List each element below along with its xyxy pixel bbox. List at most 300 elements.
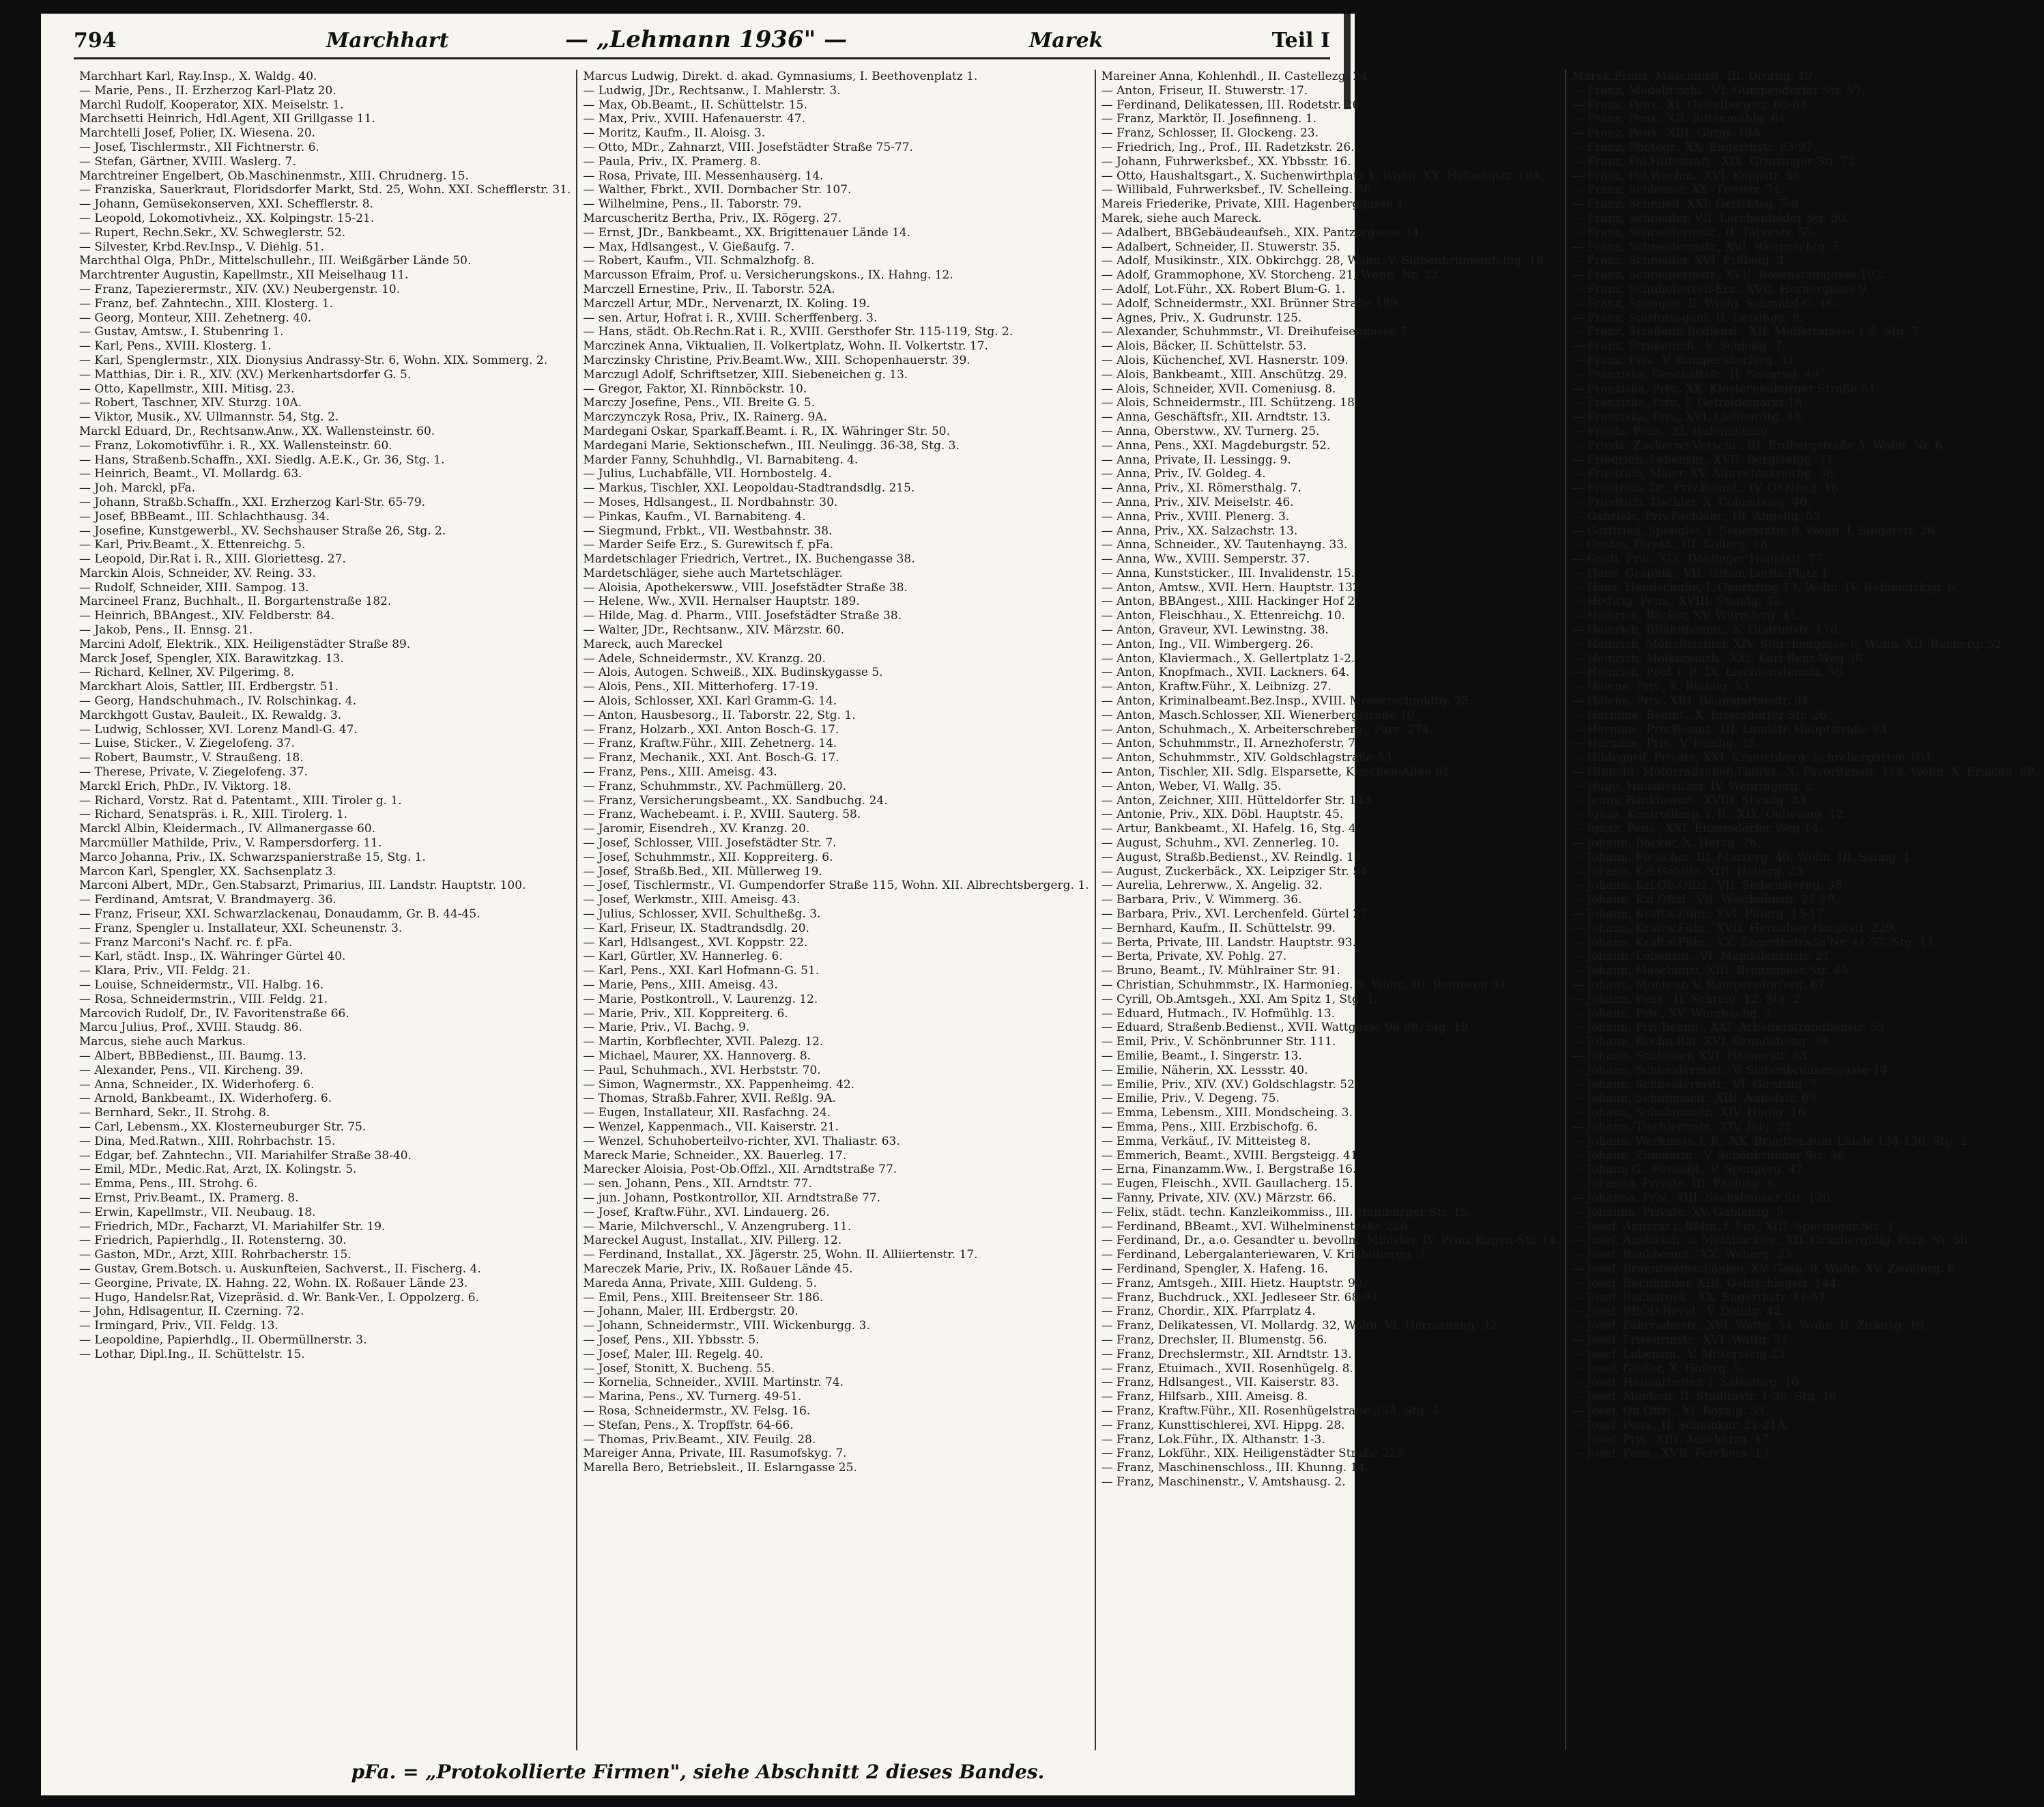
directory-entry: — Karl, Pens., XXI. Karl Hofmann-G. 51. [583, 964, 820, 978]
directory-entry: — Emma, Pens., XIII. Erzbischofg. 6. [1101, 1120, 1318, 1134]
footer-note: pFa. = „Protokollierte Firmen", siehe Abschnitt 2 dieses Bandes. [351, 1761, 1045, 1783]
directory-entry: Marckin Alois, Schneider, XV. Reing. 33. [79, 566, 316, 580]
directory-entry: — Anna, Priv., XX. Salzachstr. 13. [1101, 524, 1298, 538]
directory-entry: — Johann, Schneidermstr., V. Siebenbrunnengasse 14. [1572, 1063, 1892, 1077]
directory-entry: — Johann, Maschinist, XIII. Breitenseer Str. 45. [1572, 964, 1852, 978]
directory-entry: — Adele, Schneidermstr., XV. Kranzg. 20. [583, 651, 826, 666]
directory-entry: — Johann, Schuhmach., XIII. Auhofstr. 69. [1572, 1092, 1820, 1106]
directory-entry: — Franz, Photogr., XX. Engerthstr. 83-97. [1572, 140, 1817, 154]
directory-entry: — Robert, Kaufm., VII. Schmalzhofg. 8. [583, 254, 815, 268]
directory-entry: — Aurelia, Lehrerww., X. Angelig. 32. [1101, 879, 1323, 893]
directory-entry: — Robert, Baumstr., V. Straußeng. 18. [79, 751, 304, 765]
directory-entry: — Adolf, Lot.Führ., XX. Robert Blum-G. 1. [1101, 282, 1346, 296]
directory-entry: — Johanna, Private, III. Paulusg. 6. [1572, 1177, 1778, 1191]
directory-entry: — Ferdinand, Spengler, X. Hafeng. 16. [1101, 1262, 1328, 1276]
directory-entry: — Anton, Kraftw.Führ., X. Leibnizg. 27. [1101, 680, 1332, 694]
directory-entry: — Anna, Pens., XXI. Magdeburgstr. 52. [1101, 438, 1331, 453]
directory-entry: — Franz, Etuimach., XVII. Rosenhügelg. 8. [1101, 1361, 1353, 1376]
directory-entry: Marcus, siehe auch Markus. [79, 1035, 246, 1049]
directory-entry: — Johann, Schneidermstr., VIII. Wickenburgg. 3. [583, 1319, 870, 1333]
directory-entry: — Stefan, Gärtner, XVIII. Waslerg. 7. [79, 154, 296, 169]
directory-entry: — Ferdinand, Amtsrat, V. Brandmayerg. 36. [79, 893, 336, 907]
directory-entry: — Ferdinand, Installat., XX. Jägerstr. 25, Wohn. II. Alliiertenstr. 17. [583, 1248, 978, 1262]
directory-entry: — Anna, Priv., XI. Römersthalg. 7. [1101, 481, 1301, 496]
directory-entry: — Hildegard, Private, XXI. Kranichberg. Schrebergarten 184. [1572, 751, 1935, 765]
directory-entry: — Anna, Schneider., IX. Widerhoferg. 6. [79, 1077, 315, 1092]
directory-entry: — Franz, Hilfsarb., XIII. Ameisg. 8. [1101, 1390, 1308, 1404]
directory-entry: — Franziska, Priv., XX. Klosterneuburger Straße 51. [1572, 382, 1880, 396]
directory-entry: — Erwin, Kapellmstr., VII. Neubaug. 18. [79, 1205, 316, 1219]
directory-entry: — Ernst, JDr., Bankbeamt., XX. Brigittenauer Lände 14. [583, 225, 911, 240]
directory-entry: — Marie, Postkontroll., V. Laurenzg. 12. [583, 992, 818, 1006]
directory-entry: — Josef, BBÖD.Revid., V. Diehlg. 42. [1572, 1305, 1785, 1319]
directory-entry: — Jenny, Bankbeamt., XVIII. Staudg. 33. [1572, 793, 1810, 808]
directory-entry: — Ludwig, Schlosser, XVI. Lorenz Mandl-G. 47. [79, 722, 358, 737]
directory-entry: — Hans, städt. Ob.Rechn.Rat i. R., XVIII. Gersthofer Str. 115-119, Stg. 2. [583, 325, 1013, 339]
directory-page [41, 14, 2039, 1795]
directory-entry: — Franz, Schneidermstr., XVI. Wenprechtg. 5. [1572, 240, 1844, 254]
directory-entry: — Wenzel, Kappenmach., VII. Kaiserstr. 21. [583, 1120, 839, 1134]
directory-entry: — Eduard, Hutmach., IV. Hofmühlg. 13. [1101, 1006, 1336, 1021]
last-entry-name: Marek [1029, 29, 1104, 53]
directory-entry: — Johann, Fuhrwerksbef., XX. Ybbsstr. 16. [1101, 154, 1351, 169]
directory-entry: — Josef, Maler, III. Regelg. 40. [583, 1347, 764, 1361]
column-3 [1096, 70, 1567, 1750]
directory-entry: — Franziska, Priv., I. Getreidemarkt 18. [1572, 396, 1807, 410]
directory-entry: — Alois, Autogen. Schweiß., XIX. Budinskygasse 5. [583, 666, 883, 680]
directory-entry: — Barbara, Priv., V. Wimmerg. 36. [1101, 893, 1302, 907]
directory-entry: — Hilde, Mag. d. Pharm., VIII. Josefstädter Straße 38. [583, 609, 902, 623]
directory-entry: — Josef, Pens., XVII. Ferchers. 13. [1572, 1447, 1773, 1461]
directory-entry: — Franz, Schlosser, XX. Treustr. 74. [1572, 183, 1784, 197]
directory-entry: — Franz, Pens., XII. Rotenmühlg. 61. [1572, 112, 1790, 126]
directory-entry: — Franziska, Priv., XVI. Liebhardtg. 16. [1572, 410, 1805, 425]
directory-entry: — Heinrich, BBAngest., XIV. Feldberstr. 84. [79, 609, 335, 623]
directory-entry: — Richard, Vorstz. Rat d. Patentamt., XIII. Tiroler g. 1. [79, 793, 402, 808]
directory-entry: — Franz, Drechslermstr., XII. Arndtstr. 13. [1101, 1347, 1352, 1361]
directory-entry: — Johann, Gemüsekonserven, XXI. Schefflerstr. 8. [79, 197, 374, 212]
directory-entry: — Karl, Hdlsangest., XVI. Koppstr. 22. [583, 935, 808, 950]
directory-entry: — Walther, Fbrkt., XVII. Dornbacher Str. 107. [583, 183, 852, 197]
directory-entry: — Adalbert, Schneider, II. Stuwerstr. 35. [1101, 240, 1341, 254]
directory-entry: — Johann, Kraftw.Führ., XVI. Pillerg. 15-17. [1572, 907, 1828, 922]
directory-entry: — Josefine, Kunstgewerbl., XV. Sechshauser Straße 26, Stg. 2. [79, 524, 446, 538]
directory-entry: — Johann, Priv.Beamt., XXI. Arbeiterstrandbadstr. 53. [1572, 1021, 1888, 1035]
directory-entry: — Luise, Sticker., V. Ziegelofeng. 37. [79, 737, 296, 751]
directory-entry: — Rosa, Schneidermstr., XV. Felsg. 16. [583, 1404, 811, 1418]
directory-entry: — Josef, Werkmstr., XIII. Ameisg. 43. [583, 893, 801, 907]
directory-entry: — Max, Ob.Beamt., II. Schüttelstr. 15. [583, 98, 807, 112]
directory-entry: — Martin, Korbflechter, XVII. Palezg. 12. [583, 1035, 824, 1049]
directory-entry: — Johann, Straßb.Schaffn., XXI. Erzherzog Karl-Str. 65-79. [79, 495, 426, 509]
directory-entry: Marek Franz, Maschinist, III. Drorng. 19. [1572, 70, 1817, 83]
directory-entry: Marczell Ernestine, Priv., II. Taborstr. 52A. [583, 282, 835, 296]
directory-entry: — Friedrich, Maler, XV. Albrechtskreithg. 38. [1572, 467, 1838, 481]
directory-entry: — Christian, Schuhmmstr., IX. Harmonieg. 9, Wohn. III. Rennweg 94. [1101, 978, 1510, 992]
directory-entry: — Franz, Hdlsangest., VII. Kaiserstr. 83. [1101, 1376, 1339, 1390]
directory-entry: — Johann, Schuhmmstr., XIV. Huglg. 16. [1572, 1106, 1809, 1120]
directory-entry: — Berta, Private, XV. Pohlg. 27. [1101, 950, 1287, 964]
directory-entry: — Friedrich, Ing., Prof., III. Radetzkstr. 26. [1101, 140, 1355, 154]
directory-entry: — Otto, MDr., Zahnarzt, VIII. Josefstädter Straße 75-77. [583, 140, 913, 154]
directory-entry: Marek, siehe auch Mareck. [1101, 211, 1262, 225]
directory-entry: Mareda Anna, Private, XIII. Guldeng. 5. [583, 1276, 817, 1290]
directory-entry: Marckl Eduard, Dr., Rechtsanw.Anw., XX. Wallensteinstr. 60. [79, 424, 435, 438]
directory-entry: — Franz, Spengler, II. Wolfg. Schmälzl-G. 16. [1572, 296, 1838, 311]
directory-entry: Mardegani Marie, Sektionschefwn., III. Neulingg. 36-38, Stg. 3. [583, 438, 960, 453]
directory-entry: Marecker Aloisia, Post-Ob.Offzl., XII. Arndtstraße 77. [583, 1163, 897, 1177]
directory-entry: — jun. Johann, Postkontrollor, XII. Arndtstraße 77. [583, 1191, 881, 1205]
directory-entry: — Anna, Priv., XIV. Meiselstr. 46. [1101, 495, 1294, 509]
directory-entry: — Josef, Lebensm., V. Mittersteig 23. [1572, 1347, 1789, 1361]
directory-entry: — sen. Artur, Hofrat i. R., XVIII. Scherffenberg. 3. [583, 311, 878, 325]
directory-entry: — Berta, Private, III. Landstr. Hauptstr. 93. [1101, 935, 1356, 950]
directory-entry: — Anna, Oberstww., XV. Turnerg. 25. [1101, 424, 1320, 438]
directory-entry: — Johann, Kraftw.Führ., XX. Engerthstraße Nr. 41-57, Stg. 11. [1572, 935, 1938, 950]
directory-entry: — Marie, Milchverschl., V. Anzengruberg. 11. [583, 1219, 852, 1234]
directory-entry: — Ignaz, Pens., XXI. Enzersdorfer Weg 14. [1572, 822, 1823, 836]
directory-entry: — Gustav, Grem.Botsch. u. Auskunfteien, Sachverst., II. Fischerg. 4. [79, 1262, 481, 1276]
directory-entry: — Hermine, Priv., V. Fendig. 35. [1572, 737, 1759, 751]
directory-entry: — Aloisia, Apothekersww., VIII. Josefstädter Straße 38. [583, 580, 908, 595]
directory-entry: — Simon, Wagnermstr., XX. Pappenheimg. 42. [583, 1077, 855, 1092]
directory-entry: — Artur, Bankbeamt., XI. Hafelg. 16, Stg. 4. [1101, 822, 1360, 836]
directory-entry: — Franziska, Geschäftsfr., II. Novarag. 49. [1572, 367, 1823, 382]
directory-entry: Marchtreiner Engelbert, Ob.Maschinenmstr., XIII. Chrudnerg. 15. [79, 169, 469, 183]
directory-entry: — Anna, Private, II. Lessingg. 9. [1101, 453, 1291, 467]
directory-entry: — Karl, Gürtler, XV. Hannerleg. 6. [583, 950, 783, 964]
column-1 [74, 70, 577, 1750]
directory-entry: — Alois, Schneidermstr., III. Schützeng. 18. [1101, 396, 1359, 410]
directory-entry: Marcus Ludwig, Direkt. d. akad. Gymnasiums, I. Beethovenplatz 1. [583, 70, 978, 83]
directory-entry: — Franz, Kraftw.Führ., XIII. Zehetnerg. 14. [583, 737, 837, 751]
directory-entry: — Franz, Wachebeamt. i. P., XVIII. Sauterg. 58. [583, 808, 861, 822]
directory-entry: — Emma, Lebensm., XIII. Mondscheing. 3. [1101, 1106, 1353, 1120]
directory-entry: Marczinek Anna, Viktualien, II. Volkertplatz, Wohn. II. Volkertstr. 17. [583, 339, 988, 354]
directory-entry: — Anton, Schuhmach., X. Arbeiterschreberg., Parz. 274. [1101, 722, 1433, 737]
directory-entry: — Pinkas, Kaufm., VI. Barnabiteng. 4. [583, 509, 806, 524]
directory-entry: — Karl, städt. Insp., IX. Währinger Gürtel 40. [79, 950, 346, 964]
directory-entry: — Richard, Kellner, XV. Pilgerimg. 8. [79, 666, 295, 680]
directory-entry: — Ernst, Priv.Beamt., IX. Pramerg. 8. [79, 1191, 299, 1205]
directory-entry: — Franz, Maschinenstr., V. Amtshausg. 2. [1101, 1475, 1346, 1489]
directory-entry: — Friedrich, MDr., Facharzt, VI. Mariahilfer Str. 19. [79, 1219, 386, 1234]
directory-entry: — Franz, Pens., XI. Geiselbergstr. 60-64. [1572, 98, 1811, 112]
directory-entry: — Josef, Pens., II. Scheinkar. 21-21A. [1572, 1418, 1789, 1432]
directory-entry: — Eugen, Installateur, XII. Rasfachng. 24. [583, 1106, 831, 1120]
directory-entry: — Eduard, Straßenb.Bedienst., XVII. Wattgasse 96-98, Stg. 19. [1101, 1021, 1472, 1035]
directory-entry: — Anton, Tischler, XII. Sdlg. Elsparsette, Kirschen-Allee 61. [1101, 765, 1454, 780]
directory-entry: — Josef, Stonitt, X. Bucheng. 55. [583, 1361, 775, 1376]
directory-entry: — Heinrich, Beamt., VI. Mollardg. 63. [79, 467, 302, 481]
directory-entry: — Rosa, Schneidermstrin., VIII. Feldg. 21. [79, 992, 328, 1006]
directory-entry: — Franz, Chordir., XIX. Pfarrplatz 4. [1101, 1305, 1316, 1319]
part-label: Teil I [1271, 29, 1330, 53]
directory-entry: — Franz Marconi's Nachf. rc. f. pFa. [79, 935, 293, 950]
directory-entry: — Franz, Schneidermstr., XVII. Rosensteingasse 102. [1572, 268, 1886, 283]
directory-entry: — Gustav, Amtsw., I. Stubenring 1. [79, 325, 284, 339]
directory-entry: — Franz, Spengler u. Installateur, XXI. Scheunenstr. 3. [79, 921, 403, 935]
directory-entry: — Josef, Pens., XII. Ybbsstr. 5. [583, 1333, 760, 1347]
directory-entry: — Rosa, Private, III. Messenhauserg. 14. [583, 169, 824, 183]
directory-entry: — Josef, Buchbinder, XIII. Goldschlagstr. 144. [1572, 1276, 1841, 1290]
directory-entry: — Karl, Priv.Beamt., X. Ettenreichg. 5. [79, 538, 306, 552]
directory-entry: — Joh. Marckl, pFa. [79, 481, 196, 496]
directory-entry: — John, Hdlsagentur, II. Czerning. 72. [79, 1305, 304, 1319]
directory-entry: — Franz, Spiritusagent, II. Lessingg. 9. [1572, 311, 1804, 325]
directory-entry: — Johann, Kzl.Ob.Offzl., VII. Siebensterng. 38. [1572, 879, 1846, 893]
directory-entry: — Johann, Priv., XV. Wurzbachg. 2. [1572, 1006, 1776, 1021]
directory-entry: Marckl Albin, Kleidermach., IV. Allmanergasse 60. [79, 822, 376, 836]
directory-entry: — Johann, Pens., II. Schreig. 12, Stg. 2. [1572, 992, 1804, 1006]
directory-entry: — Viktor, Musik., XV. Ullmannstr. 54, Stg. 2. [79, 410, 339, 425]
directory-entry: — Franz, Straßenb.Bedienst., XII. Malfattigasse 1-5, Stg. 7. [1572, 325, 1923, 339]
directory-entry: — Anna, Ww., XVIII. Semperstr. 37. [1101, 552, 1310, 567]
directory-entry: — August, Zuckerbäck., XX. Leipziger Str. 54. [1101, 864, 1372, 879]
directory-entry: Mareiger Anna, Private, III. Rasumofskyg. 7. [583, 1447, 847, 1461]
directory-entry: — Friedrich, Lebensm., XVII. Bergsteigg. 41. [1572, 453, 1837, 467]
directory-entry: — Edgar, bef. Zahntechn., VII. Mariahilfer Straße 38-40. [79, 1148, 412, 1163]
directory-entry: — Franz, Pol.Hilfsstraft., XIX. Grinzinger Str. 72. [1572, 154, 1860, 169]
directory-entry: — Heinrich, Möbeltischler, XIV. Storchengasse 6, Wohn. XII. Ruckerg. 52. [1572, 637, 2006, 651]
directory-entry: — Adolf, Grammophone, XV. Storcheng. 21, Wohn. Nr. 22. [1101, 268, 1442, 283]
directory-entry: — Hedwig, Pens., XVIII. Staudg. 33. [1572, 595, 1785, 609]
directory-entry: — Alexander, Schuhmmstr., VI. Dreihufeisengasse 7. [1101, 325, 1411, 339]
directory-entry: — Thomas, Straßb.Fahrer, XVII. Reßlg. 9A. [583, 1092, 836, 1106]
directory-entry: — Franz, Schlosser, II. Glockeng. 23. [1101, 126, 1319, 141]
directory-entry: — Fanny, Private, XIV. (XV.) Märzstr. 66. [1101, 1191, 1336, 1205]
directory-entry: — Gregor, Faktor, XI. Rinnböckstr. 10. [583, 382, 807, 396]
directory-entry: — Franz, Amtsgeh., XIII. Hietz. Hauptstr. 93. [1101, 1276, 1367, 1290]
directory-entry: — Anton, Friseur, II. Stuwerstr. 17. [1101, 83, 1308, 98]
directory-entry: Marcovich Rudolf, Dr., IV. Favoritenstraße 66. [79, 1006, 349, 1021]
directory-entry: — Anton, Graveur, XVI. Lewinstng. 38. [1101, 623, 1329, 638]
directory-entry: — Erna, Finanzamm.Ww., I. Bergstraße 16. [1101, 1163, 1357, 1177]
directory-entry: — Hippolit, Motorradzubeh.Fabrkt., X. Favoritenstr. 114, Wohn. X. Erlachg. 89. [1572, 765, 2039, 780]
directory-entry: — Louise, Schneidermstr., VII. Halbg. 16. [79, 978, 324, 992]
directory-entry: Mardetschläger, siehe auch Martetschläger. [583, 566, 843, 580]
directory-entry: — Walter, JDr., Rechtsanw., XIV. Märzstr. 60. [583, 623, 845, 638]
directory-title: — „Lehmann 1936" — [565, 26, 848, 53]
directory-entry: — Johanna, Private, XV. Gablenzg. 5. [1572, 1205, 1788, 1219]
directory-entry: — Helene, Priv., X. Rudolg. 53. [1572, 680, 1753, 694]
directory-entry: — Emil, Pens., XIII. Breitenseer Str. 186. [583, 1290, 824, 1305]
directory-entry: — Frieda, Zuckerwr.Verschl., III. Erdbergstraße 5, Wohn. Nr. 6. [1572, 438, 1946, 453]
directory-entry: — Josef, Branntweinschänker, XV. Gasg. 9, Wohn. XV. Zwölferg. 6. [1572, 1262, 1959, 1276]
directory-entry: — Alois, Küchenchef, XVI. Hasnerstr. 109. [1101, 353, 1349, 367]
directory-entry: — Max, Hdlsangest., V. Gießaufg. 7. [583, 240, 795, 254]
directory-entry: — Johann, Fleischer, III. Marzerg. 40, Wohn. III. Salmg. 1. [1572, 850, 1914, 864]
directory-entry: — Emilie, Näherin, XX. Lessstr. 40. [1101, 1063, 1308, 1077]
directory-entry: — Felix, städt. techn. Kanzleikommiss., III. Hainburger Str. 15. [1101, 1205, 1472, 1219]
directory-entry: — Anton, Kriminalbeamt.Bez.Insp., XVIII. Messerschmidtg. 25. [1101, 694, 1473, 709]
directory-entry: — Josef, Straßb.Bed., XII. Müllerweg 19. [583, 864, 822, 879]
directory-entry: — Heinrich, BBahnbeamt., X. Gudrunstr. 178. [1572, 623, 1841, 638]
directory-entry: — Georg, Monteur, XIII. Zehetnerg. 40. [79, 311, 312, 325]
page-header [74, 23, 1330, 59]
directory-entry: — Anton, Klaviermach., X. Gellertplatz 1-2. [1101, 651, 1355, 666]
directory-entry: Mareiner Anna, Kohlenhdl., II. Castellezg. 24. [1101, 70, 1372, 83]
page-number: 794 [74, 29, 117, 53]
directory-entry: — Josef, Monteur, II. Stollitastr. 1-39, Stg. 16. [1572, 1390, 1841, 1404]
directory-entry: — Karl, Spenglermstr., XIX. Dionysius Andrassy-Str. 6, Wohn. XIX. Sommerg. 2. [79, 353, 548, 367]
directory-entry: — Paula, Priv., IX. Pramerg. 8. [583, 154, 762, 169]
directory-entry: — Franz, Schneider, XVI. Fröbelg. 3. [1572, 254, 1788, 268]
directory-entry: — Jakob, Pens., II. Ennsg. 21. [79, 623, 253, 638]
directory-entry: — Gusti, Priv., XIX. Döblinger Hauptstr. 77. [1572, 552, 1827, 567]
directory-entry: — Franziska, Sauerkraut, Floridsdorfer Markt, Std. 25, Wohn. XXI. Schefflerstr. 31. [79, 183, 571, 197]
directory-entry: — Rudolf, Schneider, XIII. Sampog. 13. [79, 580, 309, 595]
directory-entry: — Markus, Tischler, XXI. Leopoldau-Stadtrandsdlg. 215. [583, 481, 915, 496]
directory-entry: Marckl Erich, PhDr., IV. Viktorg. 18. [79, 779, 291, 793]
directory-entry: — Otto, Kapellmstr., XIII. Mitisg. 23. [79, 382, 295, 396]
directory-entry: — Franz, Kunsttischlerei, XVI. Hippg. 28. [1101, 1418, 1345, 1432]
directory-entry: — Kornelia, Schneider., XVIII. Martinstr. 74. [583, 1376, 844, 1390]
directory-entry: — Antonie, Priv., XIX. Döbl. Hauptstr. 45. [1101, 808, 1344, 822]
directory-entry: — Alois, Bankbeamt., XIII. Anschützg. 29. [1101, 367, 1347, 382]
directory-entry: — Anton, Hausbesorg., II. Taborstr. 22, Stg. 1. [583, 708, 856, 722]
directory-entry: — Helene, Ww., XVII. Hernalser Hauptstr. 189. [583, 595, 860, 609]
directory-entry: Marcon Karl, Spengler, XX. Sachsenplatz 3. [79, 864, 336, 879]
directory-entry: — Franz, Lokomotivführ. i. R., XX. Wallensteinstr. 60. [79, 438, 392, 453]
directory-entry: — Emilie, Beamt., I. Singerstr. 13. [1101, 1049, 1302, 1063]
directory-entry: — Wilhelmine, Pens., II. Taborstr. 79. [583, 197, 802, 212]
directory-entry: Marczynczyk Rosa, Priv., IX. Rainerg. 9A. [583, 410, 828, 425]
directory-entry: — Marie, Pens., XIII. Ameisg. 43. [583, 978, 778, 992]
directory-entry: — Franz, Kraftw.Führ., XII. Rosenhügelstraße 35A, Stg. 4. [1101, 1404, 1443, 1418]
directory-entry: Marchtelli Josef, Polier, IX. Wiesena. 20. [79, 126, 316, 141]
directory-entry: — Anna, Priv., IV. Goldeg. 4. [1101, 467, 1266, 481]
directory-entry: — Matthias, Dir. i. R., XIV. (XV.) Merkenhartsdorfer G. 5. [79, 367, 412, 382]
directory-entry: — Franz, Straßenhdl., V. Schloßg. 7. [1572, 339, 1786, 354]
directory-entry: — Franz, bef. Zahntechn., XIII. Klosterg. 1. [79, 296, 334, 311]
directory-entry: — Rupert, Rechn.Sekr., XV. Schweglerstr. 52. [79, 225, 346, 240]
directory-entry: — Emma, Pens., III. Strohg. 6. [79, 1177, 258, 1191]
directory-entry: — Josef, Amtsrat i. BMin. f. Fin., XIII. Speisinger Str. 3. [1572, 1219, 1897, 1234]
directory-entry: — Emilie, Priv., XIV. (XV.) Goldschlagstr. 52. [1101, 1077, 1359, 1092]
directory-entry: — Hans, Graphik., VII. Urban Loritz-Platz 1. [1572, 566, 1832, 580]
directory-entry: — Ferdinand, Dr., a.o. Gesandter u. bevollm. Minister, IV. Prinz Eugen-Str. 14. [1101, 1234, 1560, 1248]
directory-entry: — Bruno, Beamt., IV. Mühlrainer Str. 91. [1101, 964, 1340, 978]
directory-entry: Mareck, auch Mareckel [583, 637, 723, 651]
directory-entry: — Josef, BBBeamt., III. Schlachthausg. 34. [79, 509, 330, 524]
directory-entry: — Hans, Handschuhe, I. Opernring 13, Wohn. IV. Rafumofskyg. 6. [1572, 580, 1959, 595]
directory-entry: Marcusson Efraim, Prof. u. Versicherungskons., IX. Hahng. 12. [583, 268, 953, 283]
first-entry-name: Marchhart [326, 29, 449, 53]
directory-entry: — Marina, Pens., XV. Turnerg. 49-51. [583, 1390, 802, 1404]
directory-entry: — Moses, Hdlsangest., II. Nordbahnstr. 30. [583, 495, 838, 509]
directory-entry: — Franz, Tapezierermstr., XIV. (XV.) Neubergenstr. 10. [79, 282, 401, 296]
directory-entry: — Franz, Pol.Wachm., XVI. Koppstr. 58. [1572, 169, 1804, 183]
directory-entry: — Leopold, Dir.Rat i. R., XIII. Gloriettesg. 27. [79, 552, 346, 567]
entry-columns [74, 70, 2039, 1750]
directory-entry: — Georg, Handschuhmach., IV. Rolschinkag. 4. [79, 694, 357, 709]
directory-entry: — Johann, Rechn.Rat, XVI. Grundsteing. 38. [1572, 1035, 1832, 1049]
directory-entry: — Heinrich, Prof. i. P., IX. Liechtensteinstr. 56. [1572, 666, 1846, 680]
directory-entry: Marcuscheritz Bertha, Priv., IX. Rögerg. 27. [583, 211, 842, 225]
directory-entry: — Franz, Pens., XIII. Ameisg. 43. [583, 765, 777, 780]
directory-entry: — Richard, Senatspräs. i. R., XIII. Tirolerg. 1. [79, 808, 348, 822]
directory-entry: — Eugen, Fleischh., XVII. Gaullacherg. 15. [1101, 1177, 1353, 1191]
directory-entry: — Josef, Anstreich. u. Metallackier., XII. Grünbergfdlg. Parz. Nr. 5b. [1572, 1234, 1972, 1248]
directory-entry: — Julius, Schlosser, XVII. Schultheßg. 3. [583, 907, 821, 922]
directory-entry: — Alois, Schneider, XVII. Comeniusg. 8. [1101, 382, 1336, 396]
directory-entry: — Franz, Versicherungsbeamt., XX. Sandbuchg. 24. [583, 793, 888, 808]
directory-entry: — Adolf, Schneidermstr., XXI. Brünner Straße 189. [1101, 296, 1402, 311]
column-2 [577, 70, 1095, 1750]
directory-entry: — Josef, Bankbeamt., XX. Weberg. 23. [1572, 1248, 1796, 1262]
directory-entry: — Anna, Kunststicker., III. Invalidenstr. 15. [1101, 566, 1355, 580]
directory-entry: Mareis Friederike, Private, XIII. Hagenberggasse 1. [1101, 197, 1408, 212]
directory-entry: — Johann, Kraftw.Führ., XVII. Hernalser Hauptstr. 229. [1572, 921, 1897, 935]
directory-entry: — August, Straßb.Bedienst., XV. Reindlg. 19. [1101, 850, 1365, 864]
directory-entry: — Friedrich, Dr., Priv.Beamt., IV. Gr.Neug. 16. [1572, 481, 1843, 496]
directory-entry: Marcu Julius, Prof., XVIII. Staudg. 86. [79, 1021, 302, 1035]
directory-entry: — Marie, Priv., XII. Koppreiterg. 6. [583, 1006, 788, 1021]
directory-entry: — Anton, Schuhmmstr., XIV. Goldschlagstraße 53. [1101, 751, 1396, 765]
directory-entry: — Anna, Geschäftsfr., XII. Arndtstr. 13. [1101, 410, 1331, 425]
directory-entry: — Albert, BBBedienst., III. Baumg. 13. [79, 1049, 306, 1063]
directory-entry: — Therese, Private, V. Ziegelofeng. 37. [79, 765, 308, 780]
directory-entry: — Emil, Priv., V. Schönbrunner Str. 111. [1101, 1035, 1336, 1049]
directory-entry: — Leopoldine, Papierhdlg., II. Obermüllnerstr. 3. [79, 1333, 367, 1347]
directory-entry: — Alois, Bäcker, II. Schüttelstr. 53. [1101, 339, 1307, 354]
directory-entry: — Paul, Schuhmach., XVI. Herbststr. 70. [583, 1063, 821, 1077]
directory-entry: — Max, Priv., XVIII. Hafenauerstr. 47. [583, 112, 806, 126]
directory-entry: Marchsetti Heinrich, Hdl.Agent, XII Grillgasse 11. [79, 112, 375, 126]
directory-entry: — Franz, Schmied, XXI. Gerichtsg. 7-8. [1572, 197, 1803, 212]
directory-entry: — Josef, Buchdruck., XX. Engerthstr. 41-57. [1572, 1290, 1830, 1305]
directory-entry: — Hans, Straßenb.Schaffn., XXI. Siedlg. A.E.K., Gr. 36, Stg. 1. [79, 453, 445, 467]
directory-entry: — Josef, Tischlermstr., VI. Gumpendorfer Straße 115, Wohn. XII. Albrechtsbergerg. 1. [583, 879, 1089, 893]
directory-entry: — Michael, Maurer, XX. Hannoverg. 8. [583, 1049, 811, 1063]
directory-entry: Marconi Albert, MDr., Gen.Stabsarzt, Primarius, III. Landstr. Hauptstr. 100. [79, 879, 526, 893]
directory-entry: — Emmerich, Beamt., XVIII. Bergsteigg. 41. [1101, 1148, 1362, 1163]
directory-entry: — Franz, Buchdruck., XXI. Jedleseer Str. 68-94. [1101, 1290, 1381, 1305]
directory-entry: — Ferdinand, BBeamt., XVI. Wilhelminenstraße 226. [1101, 1219, 1411, 1234]
directory-entry: — Wenzel, Schuhoberteilvo-richter, XVI. Thaliastr. 63. [583, 1134, 900, 1148]
directory-entry: — Anton, Schuhmmstr., II. Arnezhoferstr. 7. [1101, 737, 1359, 751]
directory-entry: Marczell Artur, MDr., Nervenarzt, IX. Koling. 19. [583, 296, 870, 311]
directory-entry: — Bernhard, Kaufm., II. Schüttelstr. 99. [1101, 921, 1336, 935]
directory-entry: Marczy Josefine, Pens., VII. Breite G. 5. [583, 396, 816, 410]
directory-entry: — Johann, Tischlermstr., XIV. Jhlg. 22. [1572, 1120, 1796, 1134]
directory-entry: — Anton, Weber, VI. Wallg. 35. [1101, 779, 1282, 793]
directory-entry: — Gabriele, Priv.Fachlehr., III. Angeliq. 53. [1572, 509, 1824, 524]
directory-entry: Mardetschlager Friedrich, Vertret., IX. Buchengasse 38. [583, 552, 915, 567]
directory-entry: — Karl, Friseur, IX. Stadtrandsdlg. 20. [583, 921, 809, 935]
column-4 [1566, 70, 2044, 1750]
directory-entry: — Josef, Schuhmmstr., XII. Koppreiterg. 6. [583, 850, 833, 864]
directory-entry: — Moritz, Kaufm., II. Aloisg. 3. [583, 126, 766, 141]
directory-entry: — Johann, Kzl.Offzl., VII. Westbahnstr. 27-29. [1572, 893, 1839, 907]
directory-entry: — Josef, Friseurmstr., XVI. Wattg. 34. [1572, 1333, 1792, 1347]
directory-entry: — Marie, Priv., VI. Bachg. 9. [583, 1021, 750, 1035]
directory-entry: — Alexander, Pens., VII. Kircheng. 39. [79, 1063, 304, 1077]
directory-entry: — Anton, Fleischhau., X. Ettenreichg. 10. [1101, 609, 1345, 623]
directory-entry: — Otto, Haushaltsgart., X. Suchenwirthplatz 1, Wohn. XX. Hellwagstr. 16A. [1101, 169, 1545, 183]
directory-entry: — Anton, Amtsw., XVII. Hern. Hauptstr. 132. [1101, 580, 1364, 595]
directory-entry: — Thomas, Priv.Beamt., XIV. Feuilg. 28. [583, 1432, 816, 1447]
directory-entry: — Franz, Friseur, XXI. Schwarzlackenau, Donaudamm, Gr. B. 44-45. [79, 907, 480, 922]
directory-entry: Marchtrenter Augustin, Kapellmstr., XII Meiselhaug 11. [79, 268, 409, 283]
directory-entry: — Hermine, Priv.Beamt., III. Landstr. Hauptstraße 93. [1572, 722, 1890, 737]
directory-entry: — Franz, Schuhoberteil-Erz., XVII. Hornergasse 9. [1572, 282, 1870, 296]
directory-entry: — Hugo, Hausbesitzer, IV. Wenringerg. 5. [1572, 779, 1817, 793]
directory-entry: — Adolf, Musikinstr., XIX. Obkirchgg. 28, Wohn. V. Siebenbrunnenfeldg. 16. [1101, 254, 1548, 268]
directory-entry: — Johann, Werkmstr. i. R., XX. Brigittenauer Lände 134-136, Stg. 2. [1572, 1134, 1972, 1148]
directory-entry: — Franz, Delikatessen, VI. Mollardg. 32, Wohn. VI. Hermaneng. 32. [1101, 1319, 1501, 1333]
